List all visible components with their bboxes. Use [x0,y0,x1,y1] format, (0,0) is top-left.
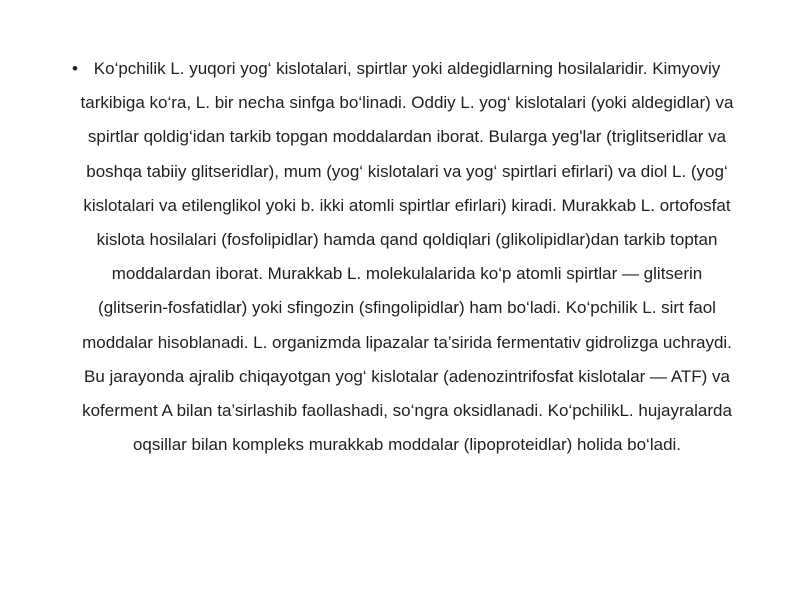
slide-content [72,52,736,462]
slide-paragraph: Ko‘pchilik L. yuqori yog‘ kislotalari, spirtlar yoki aldegidlarning hosilalaridir. Kimyoviy tarkibiga ko‘ra, L. bir necha sinfga bo‘linadi. Oddiy L. yog‘ kislotalari (yoki aldegidlar) va spirtlar qoldig‘idan tarkib topgan moddalardan iborat. Bularga yeg'lar (triglitseridlar va boshqa tabiiy glitseridlar), mum (yog‘ kislotalari va yog‘ spirtlari efirlari) va diol L. (yog‘ kislotalari va etilenglikol yoki b. ikki atomli spirtlar efirlari) kiradi. Murakkab L. ortofosfat kislota hosilalari (fosfolipidlar) hamda qand qoldiqlari (glikolipidlar)dan tarkib toptan moddalardan iborat. Murakkab L. molekulalarida ko‘p atomli spirtlar — glitserin (glitserin-fosfatidlar) yoki sfingozin (sfingolipidlar) ham bo‘ladi. Ko‘pchilik L. sirt faol moddalar hisoblanadi. L. organizmda lipazalar ta’sirida fermentativ gidrolizga uchraydi. Bu jarayonda ajralib chiqayotgan yog‘ kislotalar (adenozintrifosfat kislotalar — ATF) va koferment A bilan ta’sirlashib faollashadi, so‘ngra oksidlanadi. Ko‘pchilikL. hujayralarda oqsillar bilan kompleks murakkab moddalar (lipoproteidlar) holida bo‘ladi. [80,59,734,455]
bullet-marker: • [72,59,78,78]
